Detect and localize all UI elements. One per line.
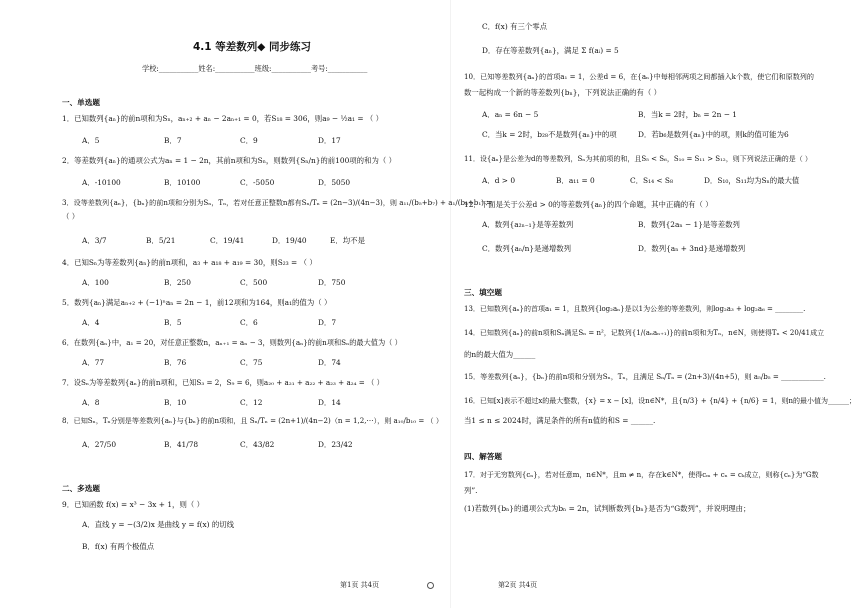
section-answer: 四、解答题 [464,452,502,461]
question-2: 2．等差数列{aₙ}的通项公式为aₙ = 1 − 2n，其前n项和为Sₙ，则数列{Sₙ/n}的前100项的和为（ ） [62,156,396,165]
q2-option-c: C．-5050 [240,178,275,187]
binding-circle-icon [427,582,434,589]
q7-option-c: C．12 [240,398,263,407]
q6-option-a: A．77 [82,358,105,367]
q8-option-c: C．43/82 [240,440,275,449]
question-12: 12．下面是关于公差d > 0的等差数列{aₙ}的四个命题，其中正确的有（ ） [464,200,713,209]
question-17-part-1: (1)若数列{bₙ}的通项公式为bₙ = 2n，试判断数列{bₙ}是否为“G数列”，并说明理由； [464,504,751,513]
q6-option-b: B．76 [164,358,187,367]
q3-paren: （ ） [62,212,80,221]
question-10-line-2: 数一起构成一个新的等差数列{bₙ}，下列说法正确的有（ ） [464,88,662,97]
page-title: 4.1 等差数列◆ 同步练习 [193,41,311,53]
q3-option-a: A．3/7 [82,236,107,245]
q12-option-d: D．数列{aₙ + 3nd}是递增数列 [638,244,746,253]
question-6: 6．在数列{aₙ}中，a₁ = 20，对任意正整数n，aₙ₊₁ = aₙ − 3，则数列{aₙ}的前n项和Sₙ的最大值为（ ） [62,338,402,347]
question-17-line-1: 17．对于无穷数列{cₙ}，若对任意m，n∈N*，且m ≠ n，存在k∈N*，使得cₘ + cₙ = cₖ成立，则称{cₙ}为“G数 [464,471,819,479]
right-page [452,0,860,608]
q11-option-b: B．a₁₁ = 0 [556,176,595,185]
q12-option-c: C．数列{aₙ/n}是递增数列 [482,244,572,253]
q9-option-d: D．存在等差数列{aₙ}，满足 Σ f(aᵢ) = 5 [482,46,619,55]
question-13: 13．已知数列{aₙ}的首项a₁ = 1，且数列{log₂aₙ}是以1为公差的等差数列，则log₂a₃ + log₂a₆ = ________. [464,305,806,313]
q8-option-b: B．41/78 [164,440,199,449]
question-15: 15．等差数列{aₙ}，{bₙ}的前n项和分别为Sₙ，Tₙ，且满足 Sₙ/Tₙ = (2n+3)/(4n+5)，则 a₅/b₅ = ____________. [464,372,826,381]
q12-option-a: A．数列{a₂ₙ₋₁}是等差数列 [482,220,574,229]
question-8: 8．已知Sₙ，Tₙ分别是等差数列{aₙ}与{bₙ}的前n项和，且 Sₙ/Tₙ = (2n+1)/(4n−2)（n = 1,2,⋯），则 a₁₀/b₁₀ = （ ） [62,416,443,425]
question-7: 7．设Sₙ为等差数列{aₙ}的前n项和，已知S₃ = 2，S₉ = 6，则a₂₀ + a₂₁ + a₂₂ + a₂₃ + a₂₄ = （ ） [62,378,384,387]
question-3: 3．设等差数列{aₙ}，{bₙ}的前n项和分别为Sₙ，Tₙ，若对任意正整数n都有Sₙ/Tₙ = (2n−3)/(4n−3)，则 a₁₁/(b₅+b₇) + a₁/(b₅+b₁) = [62,198,493,207]
question-9: 9．已知函数 f(x) = x³ − 3x + 1，则（ ） [62,500,204,509]
q4-option-a: A．100 [82,278,109,287]
question-14-line-2: 的n的最大值为______ [464,350,536,359]
q6-option-d: D．74 [318,358,341,367]
q3-option-c: C．19/41 [210,236,245,245]
q12-option-b: B．数列{2aₙ − 1}是等差数列 [638,220,740,229]
q5-option-c: C．6 [240,318,258,327]
q2-option-d: D．5050 [318,178,351,187]
question-11: 11．设{aₙ}是公差为d的等差数列，Sₙ为其前项的和，且S₅ < S₆，S₁₀ = S₁₁ > S₁₂，则下列说法正确的是（ ） [464,155,812,163]
q3-option-b: B．5/21 [146,236,176,245]
q5-option-d: D．7 [318,318,337,327]
q2-option-a: A．-10100 [82,178,121,187]
q7-option-b: B．10 [164,398,187,407]
q4-option-c: C．500 [240,278,268,287]
right-page-footer: 第2页 共4页 [498,581,538,589]
q8-option-d: D．23/42 [318,440,353,449]
student-info-line: 学校:___________姓名:___________班级:___________考号:___________ [142,64,368,73]
question-14-line-1: 14．已知数列{aₙ}的前n项和Sₙ满足Sₙ = n²，记数列{1/(aₙaₙ₊₁)}的前n项和为Tₙ，n∈N，则使得Tₙ < 20/41成立 [464,329,825,337]
q7-option-d: D．14 [318,398,341,407]
q10-option-a: A．aₙ = 6n − 5 [482,110,539,119]
left-page-footer: 第1页 共4页 [340,581,380,589]
question-4: 4．已知Sₙ为等差数列{aₙ}的前n项和，a₃ + a₁₈ + a₁₉ = 30，则S₂₃ = （ ） [62,258,317,267]
q10-option-c: C．当k = 2时，b₂₈不是数列{aₙ}中的项 [482,130,617,139]
q9-option-a: A．直线 y = −(3/2)x 是曲线 y = f(x) 的切线 [82,520,235,529]
q1-option-b: B．7 [164,136,182,145]
q10-option-d: D．若b₆是数列{aₙ}中的项，则k的值可能为6 [638,130,789,139]
q10-option-b: B．当k = 2时，bₙ = 2n − 1 [638,110,737,119]
q4-option-d: D．750 [318,278,346,287]
question-1: 1．已知数列{aₙ}的前n项和为Sₙ，aₙ₊₂ + aₙ − 2aₙ₊₁ = 0，若S₁₈ = 306，则a₉ − ½a₁ = （ ） [62,114,384,123]
q9-option-c: C．f(x) 有三个零点 [482,22,548,31]
q1-option-c: C．9 [240,136,258,145]
section-fill-in: 三、填空题 [464,288,502,297]
question-16-line-1: 16．已知[x]表示不超过x的最大整数，{x} = x − [x]，设n∈N*，且{n/3} + {n/4} + {n/6} = 1，则n的最小值为______； [464,397,857,405]
q11-option-d: D．S₁₀，S₁₁均为Sₙ的最大值 [704,176,800,185]
question-16-line-2: 当1 ≤ n ≤ 2024时，满足条件的所有n值的和S = ______. [464,416,656,425]
question-17-line-2: 列”. [464,486,478,495]
q5-option-b: B．5 [164,318,182,327]
question-5: 5．数列{aₙ}满足aₙ₊₂ + (−1)ⁿaₙ = 2n − 1，前12项和为164，则a₁的值为（ ） [62,298,332,307]
q11-option-c: C．S₁₄ < S₈ [630,176,673,185]
q7-option-a: A．8 [82,398,100,407]
q1-option-a: A．5 [82,136,100,145]
q11-option-a: A．d > 0 [482,176,516,185]
question-10-line-1: 10．已知等差数列{aₙ}的首项a₁ = 1，公差d = 6，在{aₙ}中每相邻两项之间都插入k个数，使它们和原数列的 [464,72,814,81]
q5-option-a: A．4 [82,318,100,327]
q9-option-b: B．f(x) 有两个极值点 [82,542,155,551]
section-single-choice: 一、单选题 [62,98,100,107]
q2-option-b: B．10100 [164,178,201,187]
q3-option-d: D．19/40 [272,236,307,245]
q1-option-d: D．17 [318,136,341,145]
q8-option-a: A．27/50 [82,440,117,449]
q4-option-b: B．250 [164,278,191,287]
section-multi-choice: 二、多选题 [62,484,100,493]
q6-option-c: C．75 [240,358,263,367]
q3-option-e: E．均不是 [330,236,365,245]
